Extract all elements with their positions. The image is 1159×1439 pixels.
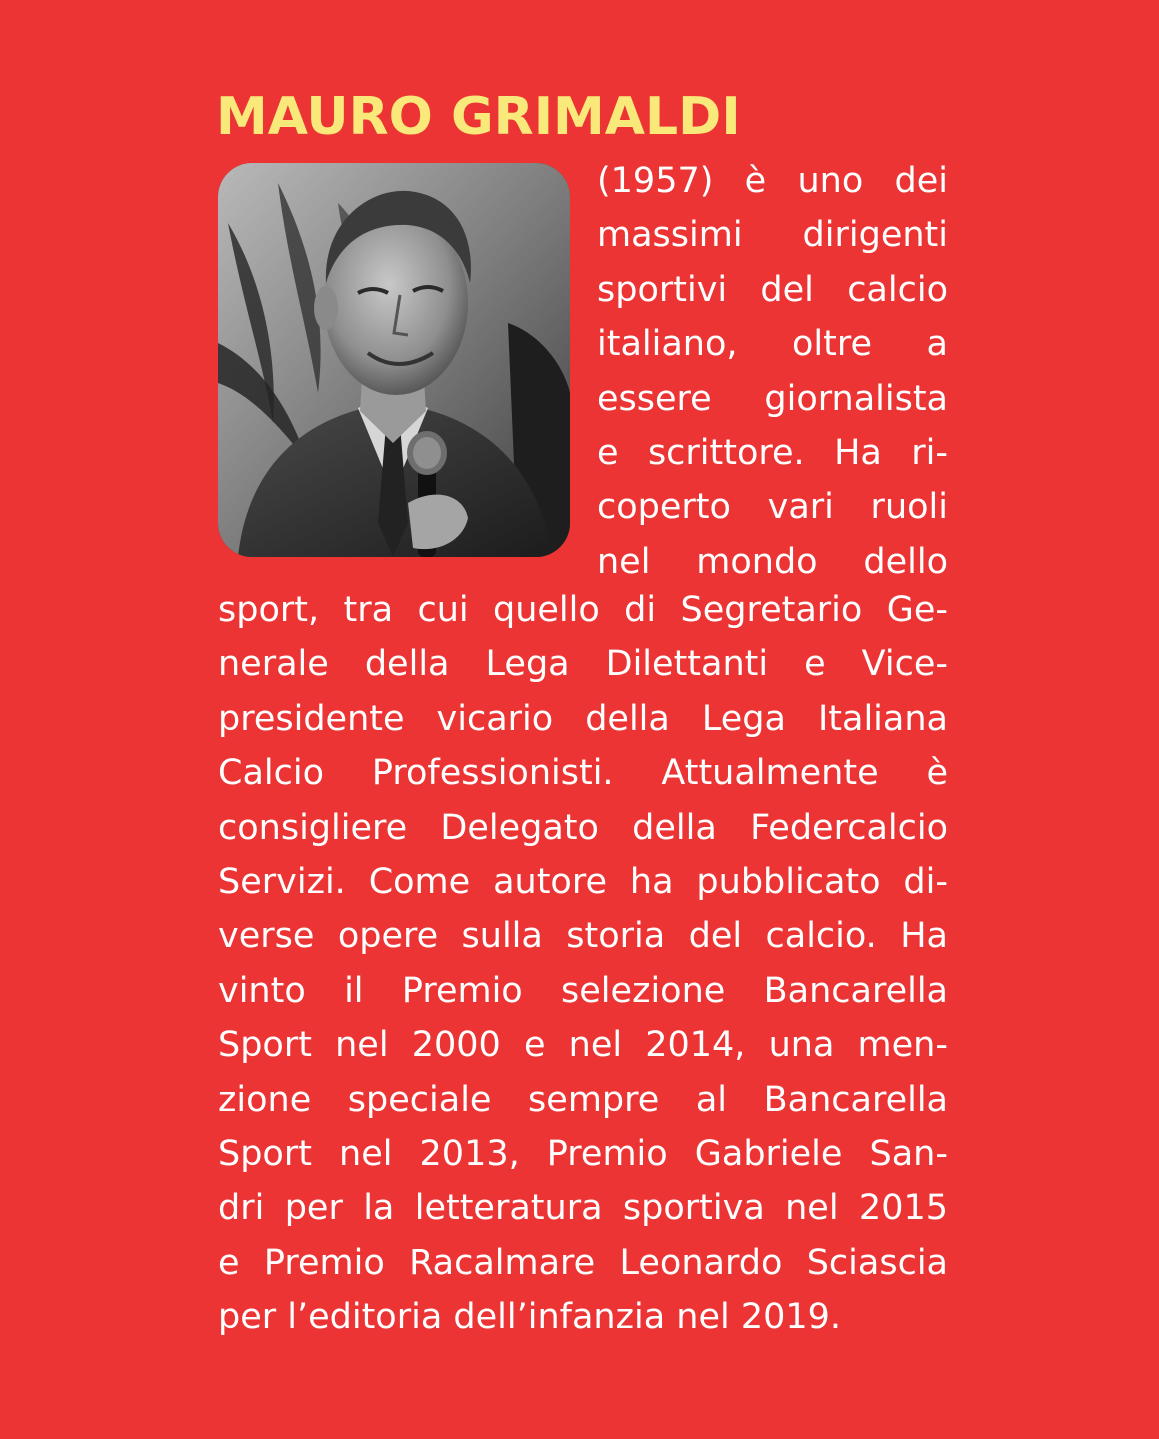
bio-line: Calcio Professionisti. Attualmente è bbox=[218, 753, 948, 794]
bio-line: Sport nel 2000 e nel 2014, una men- bbox=[218, 1025, 948, 1066]
bio-line: per l’editoria dell’infanzia nel 2019. bbox=[218, 1297, 842, 1338]
bio-line: verse opere sulla storia del calcio. Ha bbox=[218, 916, 948, 957]
bio-line: (1957) è uno dei bbox=[597, 161, 948, 201]
bio-line: Sport nel 2013, Premio Gabriele San- bbox=[218, 1133, 948, 1174]
author-photo bbox=[218, 163, 570, 557]
bio-line: e scrittore. Ha ri- bbox=[597, 432, 948, 473]
bio-text-full-width bbox=[218, 583, 948, 1344]
bio-line: Servizi. Come autore ha pubblicato di- bbox=[218, 861, 948, 902]
bio-line: nel mondo dello bbox=[597, 541, 948, 582]
bio-line: sport, tra cui quello di Segretario Ge- bbox=[218, 590, 948, 630]
bio-line: e Premio Racalmare Leonardo Sciascia bbox=[218, 1242, 948, 1283]
bio-line: presidente vicario della Lega Italiana bbox=[218, 698, 948, 739]
bio-line: massimi dirigenti bbox=[597, 215, 948, 256]
bio-line: sportivi del calcio bbox=[597, 269, 948, 310]
bio-line: zione speciale sempre al Bancarella bbox=[218, 1079, 948, 1120]
bio-text-beside-photo bbox=[597, 154, 948, 589]
bio-line: nerale della Lega Dilettanti e Vice- bbox=[218, 644, 948, 685]
bio-line: dri per la letteratura sportiva nel 2015 bbox=[218, 1188, 948, 1229]
author-portrait-image bbox=[218, 163, 570, 557]
author-name: MAURO GRIMALDI bbox=[216, 87, 741, 147]
bio-line: vinto il Premio selezione Bancarella bbox=[218, 970, 948, 1011]
bio-line: italiano, oltre a bbox=[597, 324, 948, 365]
bio-line: coperto vari ruoli bbox=[597, 487, 948, 528]
bio-line: essere giornalista bbox=[597, 378, 948, 419]
bio-line: consigliere Delegato della Federcalcio bbox=[218, 807, 948, 848]
